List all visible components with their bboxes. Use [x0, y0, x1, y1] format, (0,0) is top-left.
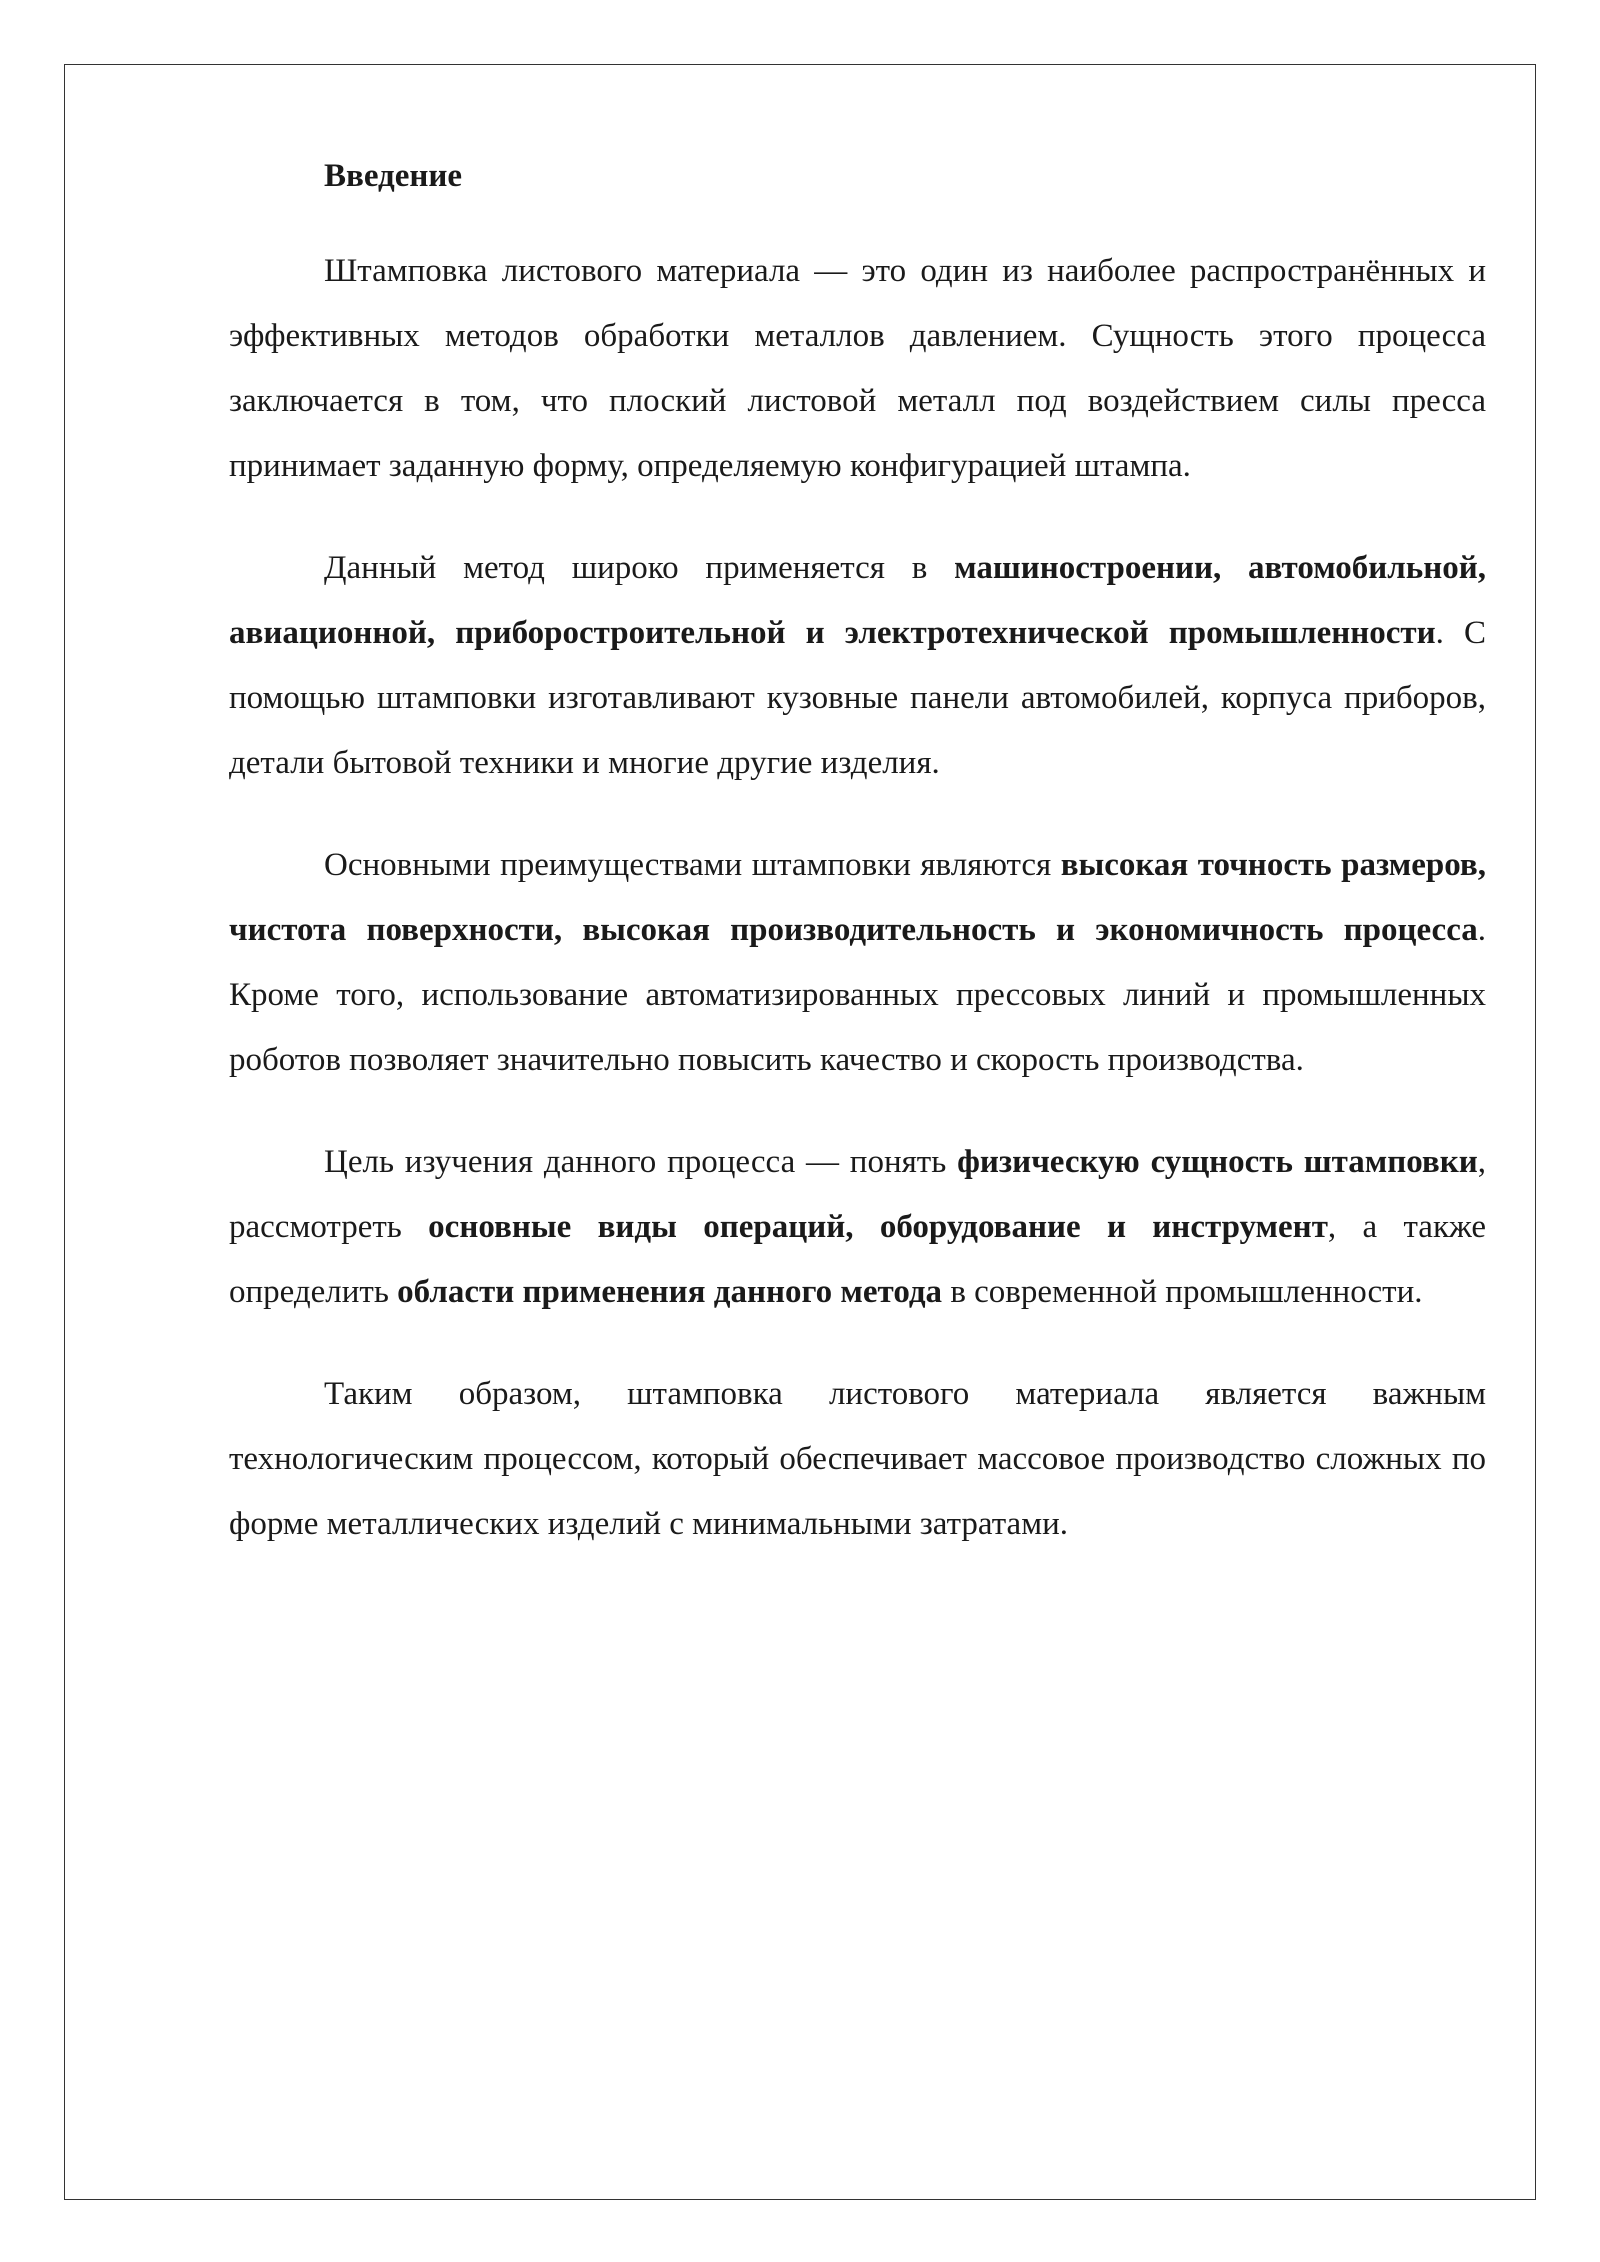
text-run: Таким образом, штамповка листового материала является важным технологическим процессом, который обеспечивает массовое производство сложных по форме металлических изделий с минимальными затратами. [229, 1376, 1486, 1542]
text-run: в современной промышленности. [942, 1274, 1423, 1310]
text-run: . Кроме того, использование автоматизированных прессовых линий и промышленных роботов позволяет значительно повысить качество и скорость производства. [229, 912, 1486, 1078]
bold-text-run: физическую сущность штамповки [957, 1144, 1478, 1180]
bold-text-run: машиностроении, автомобильной, авиационной, приборостроительной и электротехнической промышленности [229, 550, 1486, 651]
bold-text-run: основные виды операций, оборудование и инструмент [428, 1209, 1328, 1245]
paragraph-goal [229, 1130, 1486, 1325]
paragraph-intro [229, 239, 1486, 499]
text-run: Цель изучения данного процесса — понять [324, 1144, 958, 1180]
text-run: Штамповка листового материала — это один из наиболее распространённых и эффективных методов обработки металлов давлением. Сущность этого процесса заключается в том, что плоский листовой металл под воздействием силы пресса принимает заданную форму, определяемую конфигурацией штампа. [229, 253, 1486, 484]
paragraph-advantages [229, 833, 1486, 1093]
paragraph-applications [229, 536, 1486, 796]
text-run: Данный метод широко применяется в [324, 550, 955, 586]
paragraph-conclusion [229, 1362, 1486, 1557]
document-body [229, 148, 1486, 1557]
text-run: , рассмотреть [229, 1144, 1486, 1245]
text-run: . С помощью штамповки изготавливают кузовные панели автомобилей, корпуса приборов, детали бытовой техники и многие другие изделия. [229, 615, 1486, 781]
bold-text-run: высокая точность размеров, чистота поверхности, высокая производительность и экономичность процесса [229, 847, 1486, 948]
section-heading: Введение [324, 158, 463, 194]
text-run: Основными преимуществами штамповки являются [324, 847, 1061, 883]
bold-text-run: области применения данного метода [397, 1274, 943, 1310]
text-run: , а также определить [229, 1209, 1486, 1310]
